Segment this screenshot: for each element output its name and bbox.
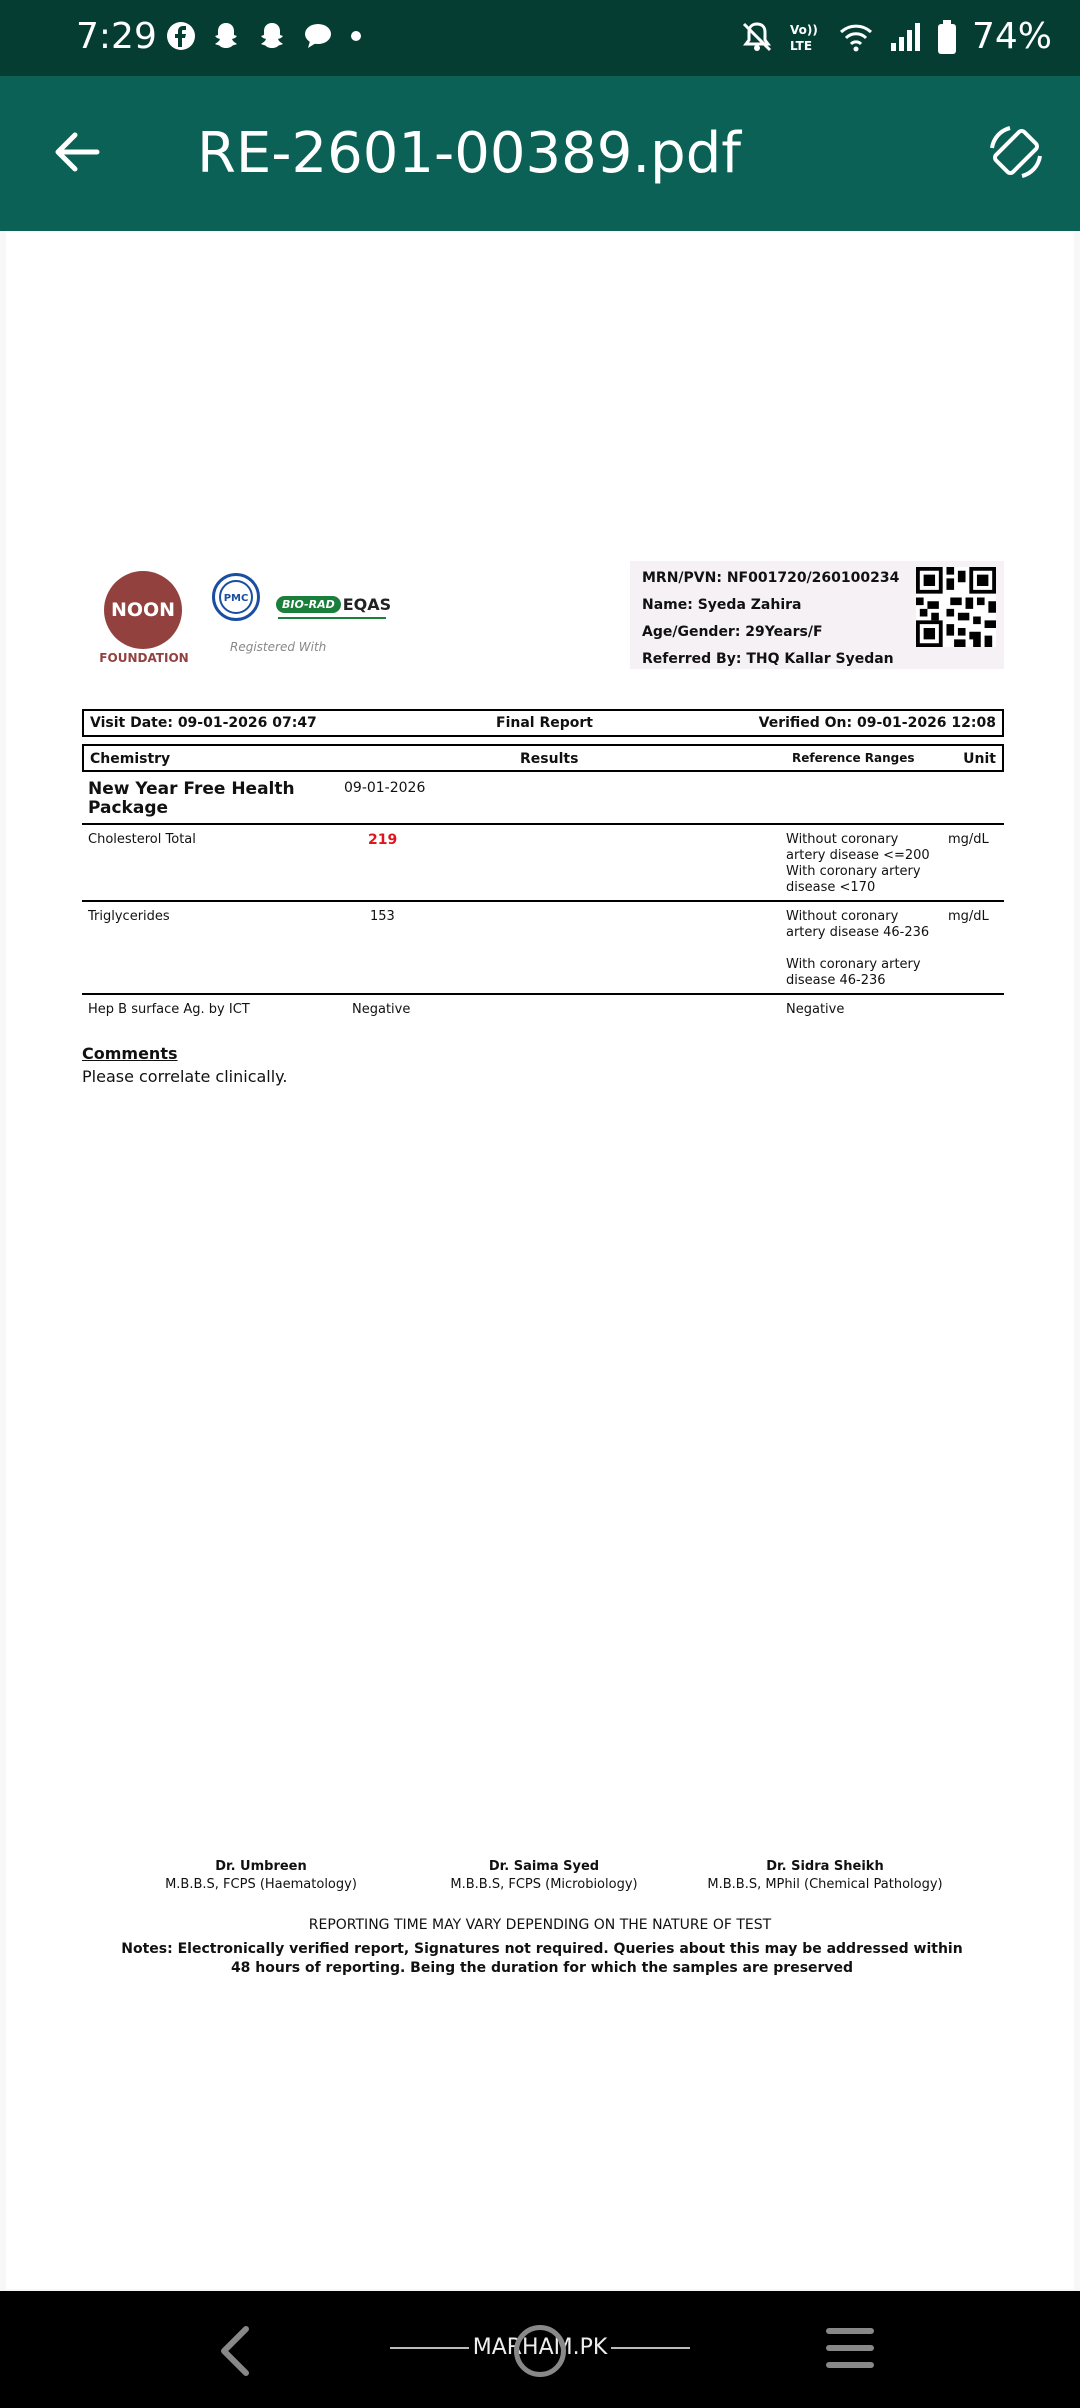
verification-notes: Notes: Electronically verified report, Signatures not required. Queries about this may be addressed within 48 hours of reporting. Being the duration for which the samples are preserved <box>121 1941 963 1976</box>
header-reference-ranges: Reference Ranges <box>792 751 915 765</box>
dot-icon <box>348 28 364 44</box>
doctor-qualification: M.B.B.S, FCPS (Haematology) <box>165 1877 357 1892</box>
nav-recent-apps-button[interactable] <box>824 2326 876 2370</box>
biorad-eqas-logo <box>276 595 391 614</box>
mute-icon <box>740 20 774 54</box>
wifi-icon <box>838 21 874 53</box>
system-icons <box>740 16 1052 57</box>
screen-rotate-icon <box>982 118 1050 186</box>
doctor-qualification: M.B.B.S, FCPS (Microbiology) <box>450 1877 638 1892</box>
back-button[interactable] <box>44 120 108 184</box>
report-status: Final Report <box>496 715 593 731</box>
doctor-name: Dr. Sidra Sheikh <box>766 1859 884 1874</box>
svg-text:Vo)): Vo)) <box>789 22 818 37</box>
nav-recent-apps-icon <box>824 2326 876 2370</box>
visit-info-row <box>82 709 1004 737</box>
patient-info-box <box>630 561 1004 669</box>
row-divider <box>82 900 1004 902</box>
test-result: Negative <box>352 1002 411 1017</box>
doctor-signature-block <box>434 1858 654 1894</box>
test-result-abnormal: 219 <box>368 832 398 848</box>
row-divider <box>82 823 1004 825</box>
test-name: Hep B surface Ag. by ICT <box>88 1002 250 1017</box>
volte-icon <box>788 20 824 54</box>
reference-line: Without coronary <box>786 909 899 924</box>
pmc-seal-logo <box>212 573 260 621</box>
header-results: Results <box>520 751 579 767</box>
reference-line: artery disease <=200 <box>786 848 930 863</box>
rotate-screen-button[interactable] <box>980 116 1052 188</box>
pdf-page[interactable] <box>6 231 1074 2289</box>
arrow-left-icon <box>51 127 101 177</box>
noon-logo-subtitle: FOUNDATION <box>99 651 189 665</box>
lab-report <box>6 231 1074 2289</box>
test-unit: mg/dL <box>948 909 989 924</box>
svg-text:PMC: PMC <box>223 593 249 604</box>
test-unit: mg/dL <box>948 832 989 847</box>
test-name: Triglycerides <box>88 909 170 924</box>
logo-divider <box>278 617 386 619</box>
header-chemistry: Chemistry <box>90 751 171 767</box>
battery-percent: 74% <box>971 16 1052 57</box>
comments-text: Please correlate clinically. <box>82 1067 288 1086</box>
reference-line: disease <170 <box>786 880 876 895</box>
doctor-name: Dr. Saima Syed <box>488 1859 600 1874</box>
status-time: 7:29 <box>76 16 157 57</box>
age-gender: Age/Gender: 29Years/F <box>642 624 823 640</box>
biorad-text: BIO-RAD <box>276 596 341 613</box>
snapchat-icon <box>210 20 242 52</box>
header-unit: Unit <box>963 751 996 767</box>
reference-line: Without coronary <box>786 832 899 847</box>
reference-line: With coronary artery <box>786 864 921 879</box>
chat-bubble-icon <box>302 20 334 52</box>
mrn-pvn: MRN/PVN: NF001720/260100234 <box>642 570 900 586</box>
nav-back-button[interactable] <box>206 2321 266 2381</box>
reference-range: Negative <box>786 1002 845 1017</box>
package-title <box>88 780 295 818</box>
document-title: RE-2601-00389.pdf <box>197 121 741 186</box>
snapchat-icon <box>256 20 288 52</box>
verified-on: Verified On: 09-01-2026 12:08 <box>758 715 996 731</box>
facebook-icon <box>166 21 196 51</box>
reference-spacer <box>786 941 929 957</box>
comments-heading: Comments <box>82 1044 178 1063</box>
reference-line: artery disease 46-236 <box>786 925 930 940</box>
eqas-text: EQAS <box>342 595 392 614</box>
patient-name: Name: Syeda Zahira <box>642 597 802 613</box>
pdf-viewer[interactable] <box>0 231 1080 2291</box>
visit-date: Visit Date: 09-01-2026 07:47 <box>90 715 317 731</box>
package-title-line: New Year Free Health <box>88 779 295 799</box>
referred-by: Referred By: THQ Kallar Syedan <box>642 651 894 667</box>
noon-foundation-logo <box>104 571 182 649</box>
battery-icon <box>936 19 958 55</box>
row-divider <box>82 993 1004 995</box>
test-name: Cholesterol Total <box>88 832 196 847</box>
package-date: 09-01-2026 <box>344 780 426 796</box>
doctor-name: Dr. Umbreen <box>215 1859 307 1874</box>
package-title-line: Package <box>88 798 169 818</box>
doctor-qualification: M.B.B.S, MPhil (Chemical Pathology) <box>707 1877 943 1892</box>
watermark-line <box>611 2347 690 2349</box>
doctor-signature-block <box>690 1858 960 1894</box>
reporting-time-note: REPORTING TIME MAY VARY DEPENDING ON THE NATURE OF TEST <box>308 1917 772 1933</box>
reference-line: disease 46-236 <box>786 973 886 988</box>
app-bar <box>0 76 1080 231</box>
watermark-text: MARHAM.PK <box>472 2335 608 2360</box>
nav-back-icon <box>206 2321 266 2381</box>
nav-home-icon[interactable] <box>514 2325 566 2377</box>
reference-range <box>786 909 929 989</box>
qr-code-icon <box>916 567 996 647</box>
watermark-line <box>390 2347 469 2349</box>
reference-range <box>786 832 930 896</box>
status-bar <box>0 0 1080 76</box>
doctor-signature-block <box>156 1858 366 1894</box>
reference-line: With coronary artery <box>786 957 921 972</box>
results-table-header <box>82 744 1004 772</box>
navigation-bar <box>0 2291 1080 2408</box>
signal-icon <box>888 21 922 53</box>
svg-text:LTE: LTE <box>789 38 813 53</box>
registered-with-text: Registered With <box>230 640 327 654</box>
test-result: 153 <box>370 909 395 924</box>
notification-icons <box>166 20 364 52</box>
noon-logo-text: NOON <box>110 599 176 621</box>
